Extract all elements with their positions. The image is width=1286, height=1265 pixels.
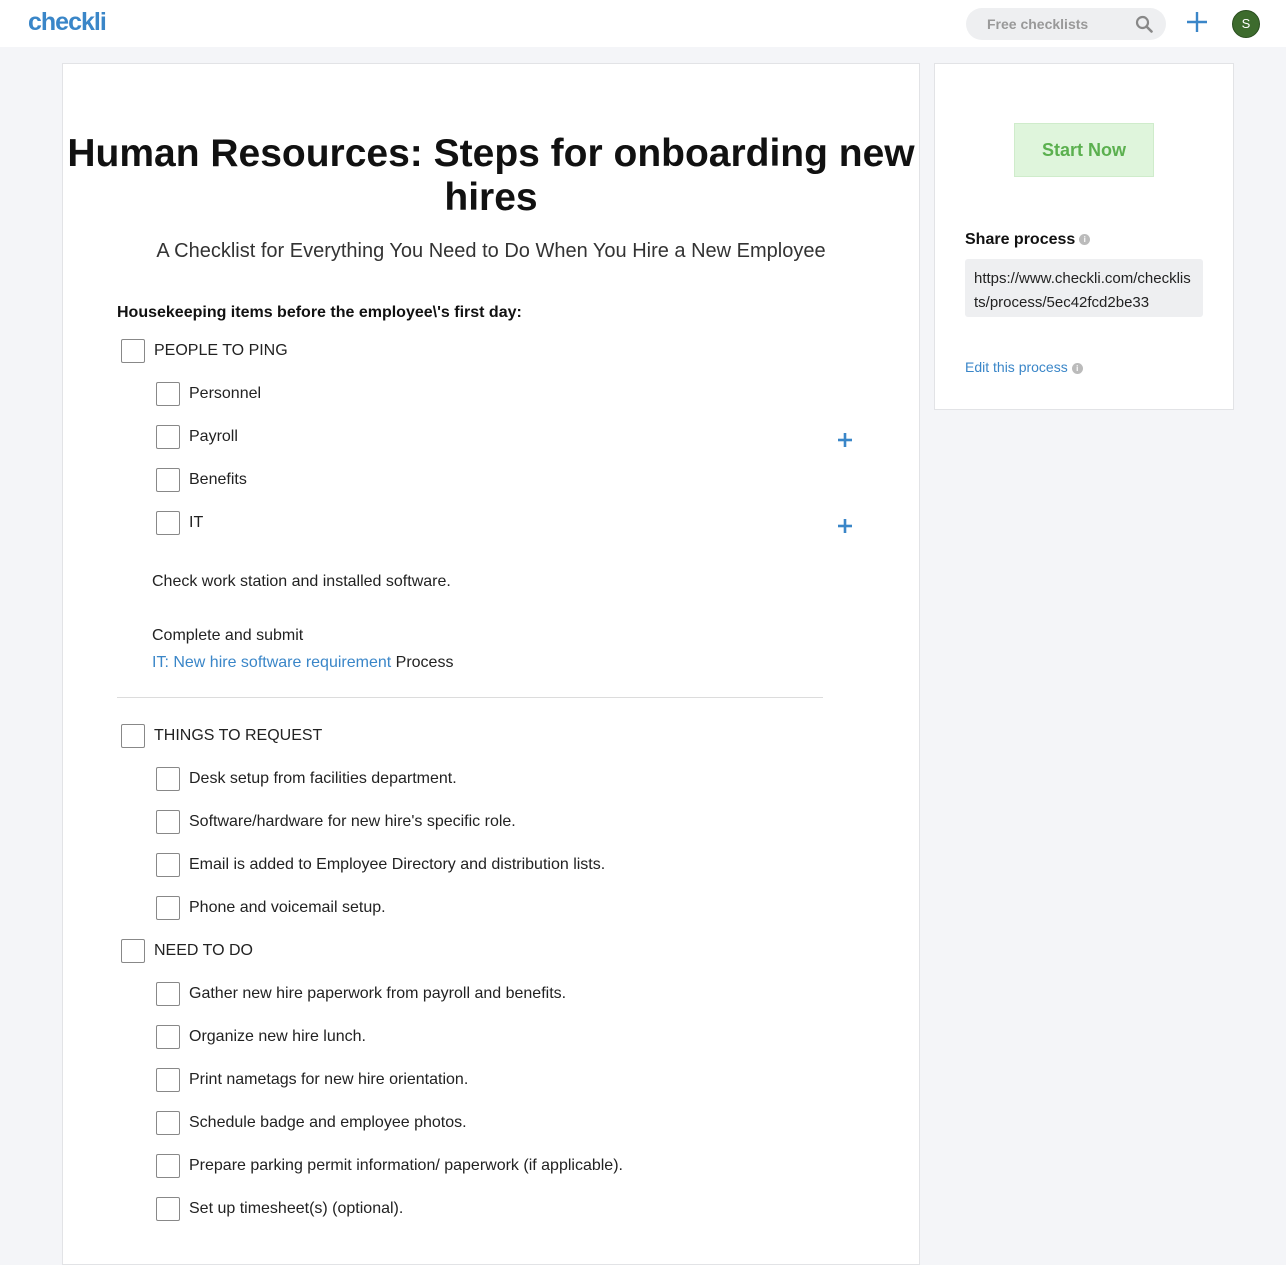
checkbox[interactable] [156, 896, 180, 920]
item-label: Desk setup from facilities department. [189, 770, 457, 787]
group-label: NEED TO DO [154, 942, 253, 959]
expand-plus-icon[interactable] [838, 433, 852, 447]
checkbox[interactable] [156, 1025, 180, 1049]
item-label: Organize new hire lunch. [189, 1028, 366, 1045]
item-label: Prepare parking permit information/ paperwork (if applicable). [189, 1157, 623, 1174]
item-label: Benefits [189, 471, 247, 488]
checkbox[interactable] [156, 425, 180, 449]
process-suffix: Process [391, 654, 454, 671]
info-icon[interactable]: i [1079, 234, 1090, 245]
checkbox[interactable] [156, 511, 180, 535]
item-label: Phone and voicemail setup. [189, 899, 386, 916]
search-placeholder: Free checklists [987, 16, 1089, 32]
item-label: Software/hardware for new hire's specific role. [189, 813, 516, 830]
expand-plus-icon[interactable] [838, 519, 852, 533]
share-url-field[interactable]: https://www.checkli.com/checklists/process/5ec42fcd2be33 [965, 259, 1203, 317]
item-label: Gather new hire paperwork from payroll and benefits. [189, 985, 567, 1002]
info-icon[interactable]: i [1072, 363, 1083, 374]
item-label: Set up timesheet(s) (optional). [189, 1200, 404, 1217]
section-heading: Housekeeping items before the employee\'s first day: [117, 304, 522, 321]
add-icon[interactable] [1186, 11, 1208, 33]
item-label: Email is added to Employee Directory and distribution lists. [189, 856, 606, 873]
group-label: PEOPLE TO PING [154, 342, 288, 359]
checkbox[interactable] [156, 1068, 180, 1092]
share-label-text: Share process [965, 231, 1076, 248]
checkbox[interactable] [156, 982, 180, 1006]
checkbox[interactable] [121, 339, 145, 363]
edit-process-link[interactable] [965, 359, 1083, 375]
it-complete-text: Complete and submit [152, 627, 304, 644]
top-bar [0, 0, 1286, 47]
it-process-line [152, 654, 453, 672]
checkbox[interactable] [156, 810, 180, 834]
item-label: Payroll [189, 428, 238, 445]
avatar[interactable]: S [1232, 10, 1260, 38]
checklist-card [62, 63, 920, 1265]
group-label: THINGS TO REQUEST [154, 727, 323, 744]
checkbox[interactable] [156, 1111, 180, 1135]
checkbox[interactable] [156, 1197, 180, 1221]
checkbox[interactable] [121, 724, 145, 748]
checkbox[interactable] [156, 853, 180, 877]
page-title: Human Resources: Steps for onboarding new hires [67, 132, 915, 219]
checkbox[interactable] [156, 468, 180, 492]
process-link[interactable]: IT: New hire software requirement [152, 654, 392, 671]
item-label: IT [189, 514, 204, 531]
page-subtitle: A Checklist for Everything You Need to Do When You Hire a New Employee [156, 240, 826, 262]
search-input[interactable] [966, 8, 1166, 40]
checkbox[interactable] [121, 939, 145, 963]
item-label: Personnel [189, 385, 262, 402]
search-icon[interactable] [1135, 15, 1153, 33]
item-label: Print nametags for new hire orientation. [189, 1071, 469, 1088]
share-label [965, 231, 1090, 249]
checkbox[interactable] [156, 382, 180, 406]
checkli-logo[interactable]: checkli [28, 8, 106, 36]
item-label: Schedule badge and employee photos. [189, 1114, 467, 1131]
share-panel [934, 63, 1234, 410]
divider [117, 697, 823, 698]
edit-link-text[interactable]: Edit this process [965, 359, 1068, 375]
checkbox[interactable] [156, 1154, 180, 1178]
it-note: Check work station and installed software. [152, 573, 451, 590]
start-now-button[interactable]: Start Now [1014, 123, 1154, 177]
checkbox[interactable] [156, 767, 180, 791]
